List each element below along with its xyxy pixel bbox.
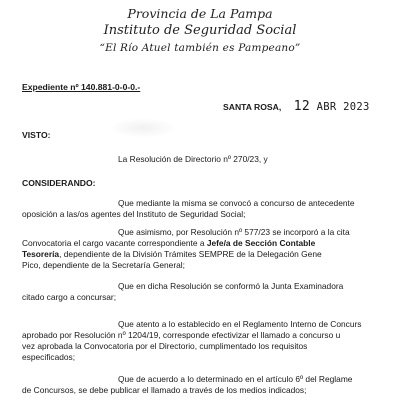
date-month: ABR — [316, 101, 337, 113]
considerando-p4-line2: aprobado por Resolución nº 1204/19, corresponde efectivizar el llamado a concurso u — [22, 330, 341, 340]
place-name: SANTA ROSA, — [223, 102, 282, 112]
position-title: Jefe/a de Sección Contable — [206, 238, 316, 248]
considerando-p2-line1: Que asimismo, por Resolución nº 577/23 se incorporó a la cita — [118, 227, 350, 237]
date-day: 12 — [293, 99, 310, 114]
considerando-p4-line4: especificados; — [22, 352, 76, 362]
considerando-p2-line3-text: , dependiente de la División Trámites SEMPRE de la Delegación Gene — [59, 249, 322, 259]
considerando-p5-line2: de Concursos, se debe publicar el llamado a través de los medios indicados; — [22, 385, 307, 395]
place-and-date — [223, 97, 370, 115]
considerando-p4-line1: Que atento a lo establecido en el Reglamento Interno de Concurs — [118, 319, 362, 329]
considerando-p3-line2: citado cargo a concursar; — [22, 292, 117, 302]
considerando-heading: CONSIDERANDO: — [22, 178, 96, 188]
expediente-number: Expediente nº 140.881-0-0-0.- — [22, 82, 141, 92]
letterhead-province: Provincia de La Pampa — [127, 6, 273, 21]
date-stamp — [294, 101, 370, 113]
considerando-p1-line1: Que mediante la misma se convocó a concurso de antecedente — [118, 198, 355, 208]
date-year: 2023 — [343, 101, 370, 113]
considerando-p3-line1: Que en dicha Resolución se conformó la Junta Examinadora — [118, 281, 344, 291]
considerando-p5-line1: Que de acuerdo a lo determinado en el artículo 6º del Reglame — [118, 374, 353, 384]
considerando-p2-line2 — [22, 238, 315, 248]
considerando-p1-line2: oposición a las/os agentes del Instituto de Seguridad Social; — [22, 209, 246, 219]
considerando-p2-line4: Pico, dependiente de la Secretaría General; — [22, 260, 185, 270]
stamp-smudge — [108, 118, 178, 138]
visto-heading: VISTO: — [22, 130, 51, 140]
considerando-p4-line3: vez aprobada la Convocatoria por el Directorio, cumplimentado los requisitos — [22, 341, 308, 351]
considerando-p2-line3 — [22, 249, 322, 259]
position-title-cont: Tesorería — [22, 249, 60, 259]
considerando-p2-line2-text: Convocatoria el cargo vacante correspondiente a — [22, 238, 207, 248]
visto-text: La Resolución de Directorio nº 270/23, y — [118, 154, 268, 164]
letterhead-motto: “El Río Atuel también es Pampeano” — [99, 42, 301, 54]
letterhead-institute: Instituto de Seguridad Social — [103, 23, 297, 38]
